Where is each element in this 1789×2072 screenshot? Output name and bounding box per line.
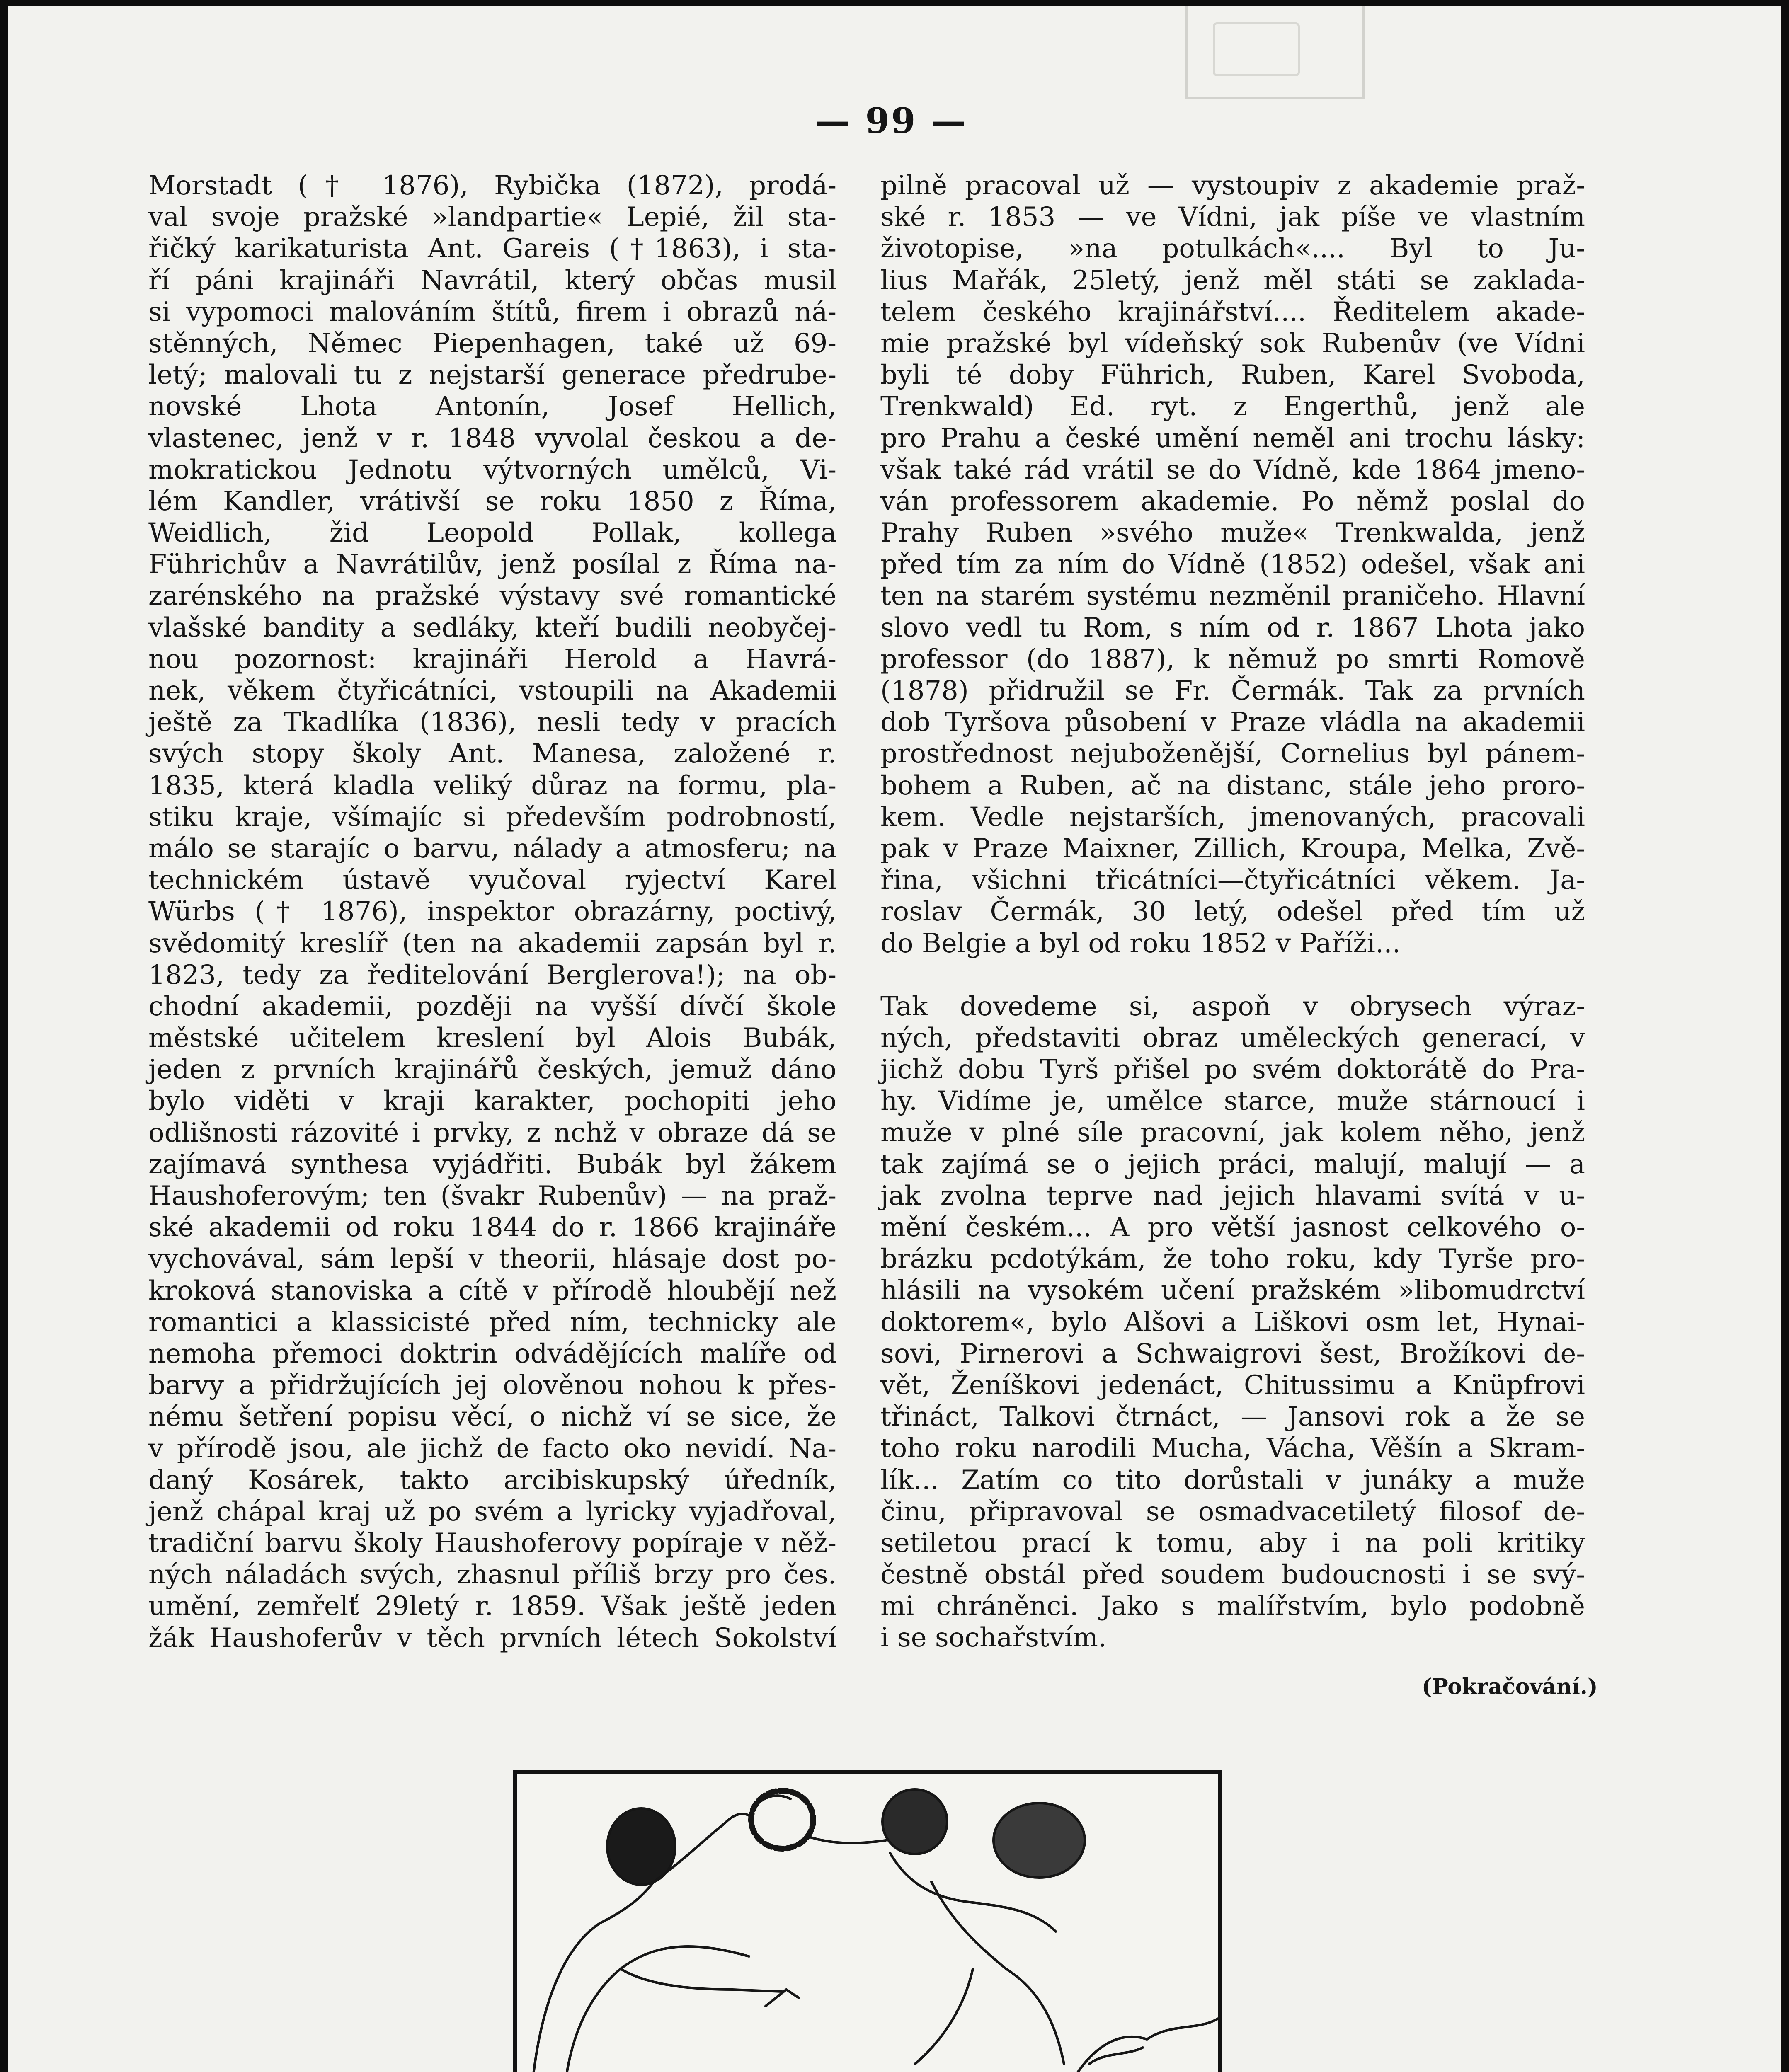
text-line: žák Haushoferův v těch prvních létech Sokolství bbox=[148, 1622, 836, 1653]
text-line: Morstadt († 1876), Rybička (1872), prodá- bbox=[148, 170, 836, 201]
paragraph-2 bbox=[880, 991, 1585, 1654]
text-line: letý; malovali tu z nejstarší generace předrube- bbox=[148, 360, 836, 391]
text-line: roslav Čermák, 30 letý, odešel před tím už bbox=[880, 896, 1585, 927]
text-line: stěnných, Němec Piepenhagen, také už 69- bbox=[148, 328, 836, 359]
paragraph-1 bbox=[880, 170, 1585, 959]
text-line: brázku pcdotýkám, že toho roku, kdy Tyrše pro- bbox=[880, 1244, 1585, 1275]
text-line: nemoha přemoci doktrin odvádějících malíře od bbox=[148, 1338, 836, 1369]
text-line: jichž dobu Tyrš přišel po svém doktorátě do Pra- bbox=[880, 1054, 1585, 1085]
text-line: Führichův a Navrátilův, jenž posílal z Říma na- bbox=[148, 549, 836, 580]
text-line: mi chráněnci. Jako s malířstvím, bylo podobně bbox=[880, 1591, 1585, 1622]
text-line: dob Tyršova působení v Praze vládla na akademii bbox=[880, 707, 1585, 738]
text-line: pilně pracoval už — vystoupiv z akademie praž- bbox=[880, 170, 1585, 201]
text-line: svých stopy školy Ant. Manesa, založené r. bbox=[148, 738, 836, 770]
text-line: i se sochařstvím. bbox=[880, 1622, 1107, 1653]
text-line: 1823, tedy za ředitelování Berglerova!); na ob- bbox=[148, 959, 836, 990]
text-line: chodní akademii, později na vyšší dívčí škole bbox=[148, 991, 836, 1022]
text-line: tradiční barvu školy Haushoferovy popíraje v něž- bbox=[148, 1528, 836, 1559]
text-line: romantici a klassicisté před ním, technicky ale bbox=[148, 1307, 836, 1338]
scanned-page bbox=[8, 6, 1781, 2072]
text-line: bylo viděti v kraji karakter, pochopiti jeho bbox=[148, 1086, 836, 1117]
text-line: mokratickou Jednotu výtvorných umělců, Vi- bbox=[148, 454, 836, 485]
text-line: muže v plné síle pracovní, jak kolem něho, jenž bbox=[880, 1117, 1585, 1148]
text-line: lius Mařák, 25letý, jenž měl státi se zaklada- bbox=[880, 265, 1585, 296]
text-line: umění, zemřelť 29letý r. 1859. Však ještě jeden bbox=[148, 1591, 836, 1622]
right-column bbox=[880, 170, 1585, 1654]
text-line: Tak dovedeme si, aspoň v obrysech výraz- bbox=[880, 991, 1585, 1022]
text-line: čestně obstál před soudem budoucnosti i se svý- bbox=[880, 1559, 1585, 1590]
text-line: prostřednost nejuboženější, Cornelius byl pánem- bbox=[880, 738, 1585, 770]
text-line: třináct, Talkovi čtrnáct, — Jansovi rok a že se bbox=[880, 1402, 1585, 1433]
text-line: před tím za ním do Vídně (1852) odešel, však ani bbox=[880, 549, 1585, 580]
text-line: stiku kraje, všímajíc si především podrobností, bbox=[148, 801, 836, 833]
text-line: mění českém... A pro větší jasnost celkového o- bbox=[880, 1212, 1585, 1243]
text-line: sovi, Pirnerovi a Schwaigrovi šest, Brožíkovi de- bbox=[880, 1338, 1585, 1369]
text-line: ných, představiti obraz uměleckých generací, v bbox=[880, 1022, 1585, 1053]
text-line: tak zajímá se o jejich práci, malují, malují — a bbox=[880, 1149, 1585, 1180]
text-line: v přírodě jsou, ale jichž de facto oko nevidí. Na- bbox=[148, 1433, 836, 1464]
text-line: Würbs († 1876), inspektor obrazárny, poctivý, bbox=[148, 896, 836, 927]
text-line: kem. Vedle nejstarších, jmenovaných, pracovali bbox=[880, 801, 1585, 833]
text-line: jak zvolna teprve nad jejich hlavami svítá v u- bbox=[880, 1180, 1585, 1211]
illustration-wreath-scene bbox=[513, 1770, 1222, 2072]
page-number: — 99 — bbox=[815, 100, 967, 141]
text-line: ten na starém systému nezměnil praničeho. Hlavní bbox=[880, 581, 1585, 612]
text-line: ještě za Tkadlíka (1836), nesli tedy v pracích bbox=[148, 707, 836, 738]
text-line: řina, všichni třicátníci—čtyřicátníci věkem. Ja- bbox=[880, 865, 1585, 896]
text-line: zarénského na pražské výstavy své romantické bbox=[148, 581, 836, 612]
text-line: telem českého krajinářství.... Ředitelem akade- bbox=[880, 296, 1585, 327]
text-line: svědomitý kreslíř (ten na akademii zapsán byl r. bbox=[148, 928, 836, 959]
text-line: nou pozornost: krajináři Herold a Havrá- bbox=[148, 644, 836, 675]
text-line: pro Prahu a české umění neměl ani trochu lásky: bbox=[880, 423, 1585, 454]
text-line: daný Kosárek, takto arcibiskupský úředník, bbox=[148, 1464, 836, 1496]
text-line: vět, Ženíškovi jedenáct, Chitussimu a Knüpfrovi bbox=[880, 1370, 1585, 1401]
text-line: vychovával, sám lepší v theorii, hlásaje dost po- bbox=[148, 1244, 836, 1275]
text-line: barvy a přidržujících jej olověnou nohou k přes- bbox=[148, 1370, 836, 1401]
text-line: hy. Vidíme je, umělce starce, muže stárnoucí i bbox=[880, 1086, 1585, 1117]
text-line: vlastenec, jenž v r. 1848 vyvolal českou a de- bbox=[148, 423, 836, 454]
text-line: mie pražské byl vídeňský sok Rubenův (ve Vídni bbox=[880, 328, 1585, 359]
text-line: ných náladách svých, zhasnul příliš brzy pro čes. bbox=[148, 1559, 836, 1590]
text-line: ří páni krajináři Navrátil, který občas musil bbox=[148, 265, 836, 296]
text-line: byli té doby Führich, Ruben, Karel Svoboda, bbox=[880, 360, 1585, 391]
text-line: professor (do 1887), k němuž po smrti Romově bbox=[880, 644, 1585, 675]
text-line: zajímavá synthesa vyjádřiti. Bubák byl žákem bbox=[148, 1149, 836, 1180]
text-line: val svoje pražské »landpartie« Lepié, žil sta- bbox=[148, 202, 836, 233]
text-line: jeden z prvních krajinářů českých, jemuž dáno bbox=[148, 1054, 836, 1085]
text-line: Prahy Ruben »svého muže« Trenkwalda, jenž bbox=[880, 518, 1585, 549]
text-line: slovo vedl tu Rom, s ním od r. 1867 Lhota jako bbox=[880, 612, 1585, 643]
text-line: setiletou prací k tomu, aby i na poli kritiky bbox=[880, 1527, 1585, 1559]
text-line: odlišnosti rázovité i prvky, z nchž v obraze dá se bbox=[148, 1117, 836, 1148]
text-line: 1835, která kladla veliký důraz na formu, pla- bbox=[148, 770, 836, 801]
text-line: toho roku narodili Mucha, Vácha, Věšín a Skram- bbox=[880, 1433, 1585, 1464]
text-line: městské učitelem kreslení byl Alois Bubák, bbox=[148, 1023, 836, 1054]
text-line: ván professorem akademie. Po němž poslal do bbox=[880, 486, 1585, 517]
text-line: nému šetření popisu věcí, o nichž ví se sice, že bbox=[148, 1402, 836, 1433]
text-line: životopise, »na potulkách«.... Byl to Ju- bbox=[880, 233, 1585, 264]
text-line: bohem a Ruben, ač na distanc, stále jeho proro- bbox=[880, 770, 1585, 801]
text-line: novské Lhota Antonín, Josef Hellich, bbox=[148, 391, 836, 422]
text-line: lík... Zatím co tito dorůstali v junáky a muže bbox=[880, 1464, 1585, 1496]
text-line: Trenkwald) Ed. ryt. z Engerthů, jenž ale bbox=[880, 391, 1585, 422]
text-line: činu, připravoval se osmadvacetiletý filosof de- bbox=[880, 1496, 1585, 1527]
text-line: však také rád vrátil se do Vídně, kde 1864 jmeno- bbox=[880, 454, 1585, 485]
continuation-note: (Pokračování.) bbox=[1422, 1674, 1598, 1699]
text-line: technickém ústavě vyučoval ryjectví Karel bbox=[148, 865, 836, 896]
text-line: hlásili na vysokém učení pražském »libomudrctví bbox=[880, 1275, 1585, 1306]
text-line: kroková stanoviska a cítě v přírodě hloubějí než bbox=[148, 1275, 836, 1306]
text-line: nek, věkem čtyřicátníci, vstoupili na Akademii bbox=[148, 675, 836, 706]
text-line: Weidlich, žid Leopold Pollak, kollega bbox=[148, 518, 836, 549]
text-line: doktorem«, bylo Alšovi a Liškovi osm let, Hynai- bbox=[880, 1307, 1585, 1338]
text-line: do Belgie a byl od roku 1852 v Paříži... bbox=[880, 928, 1401, 959]
text-line: pak v Praze Maixner, Zillich, Kroupa, Melka, Zvě- bbox=[880, 833, 1585, 864]
text-line: málo se starajíc o barvu, nálady a atmosferu; na bbox=[148, 833, 836, 864]
left-column bbox=[148, 170, 836, 1654]
wreath-drawing bbox=[517, 1774, 1218, 2072]
text-line: (1878) přidružil se Fr. Čermák. Tak za prvních bbox=[880, 675, 1585, 706]
text-line: ské r. 1853 — ve Vídni, jak píše ve vlastním bbox=[880, 202, 1585, 233]
text-line: Haushoferovým; ten (švakr Rubenův) — na praž- bbox=[148, 1181, 836, 1211]
text-line: lém Kandler, vrátivší se roku 1850 z Říma, bbox=[148, 486, 836, 517]
text-line: si vypomoci malováním štítů, firem i obrazů ná- bbox=[148, 296, 836, 327]
text-line: řičký karikaturista Ant. Gareis (†1863), i sta- bbox=[148, 233, 836, 264]
library-stamp bbox=[1185, 6, 1365, 99]
text-line: jenž chápal kraj už po svém a lyricky vyjadřoval, bbox=[148, 1496, 836, 1527]
text-line: ské akademii od roku 1844 do r. 1866 krajináře bbox=[148, 1212, 836, 1243]
text-line: vlašské bandity a sedláky, kteří budili neobyčej- bbox=[148, 612, 836, 643]
